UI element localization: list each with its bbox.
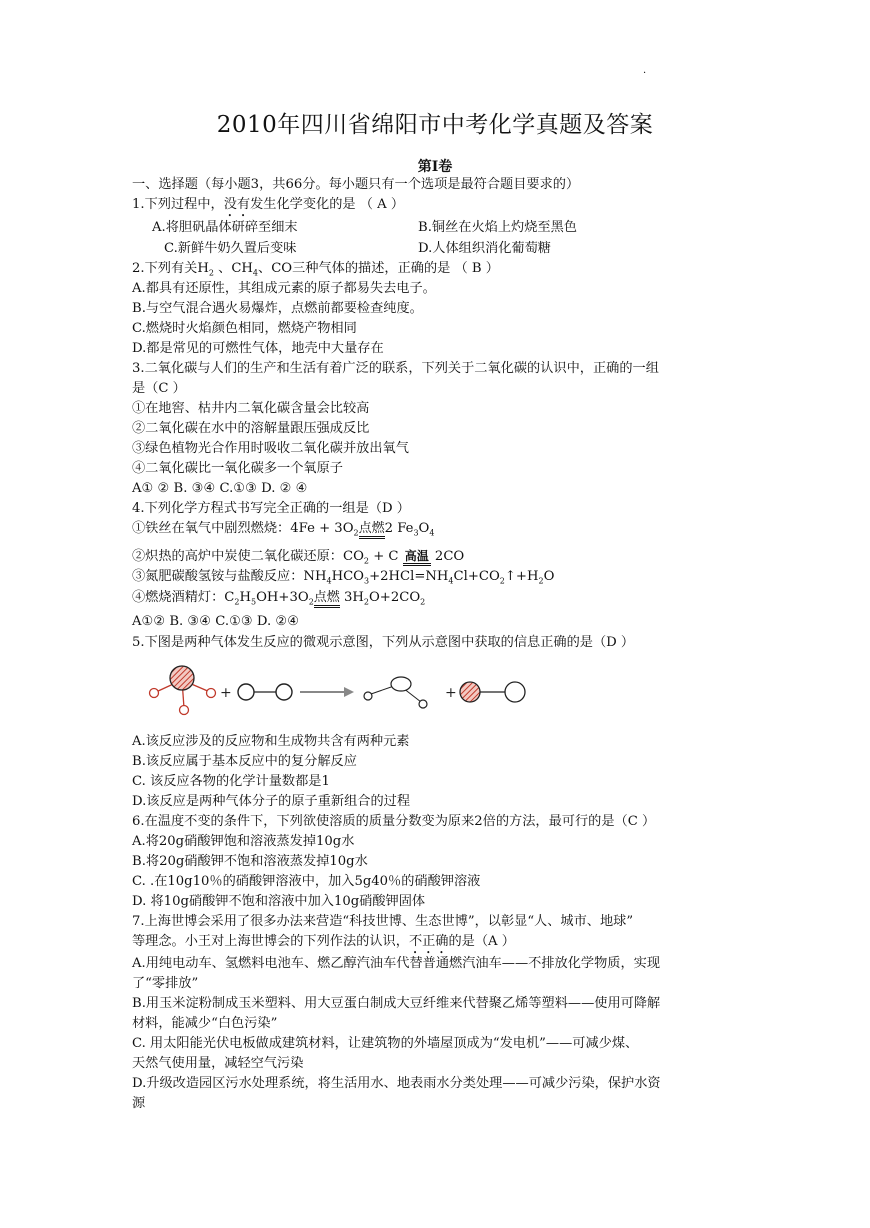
question-1-stem: 1.下列过程中，没有发生化学变化的是 （ A ） (132, 197, 405, 212)
plus-sign: + (445, 685, 457, 701)
q7-option-b-line1: B.用玉米淀粉制成玉米塑料、用大豆蛋白制成大豆纤维来代替聚乙烯等塑料——使用可降解 (132, 996, 661, 1011)
q5-option-b: B.该反应属于基本反应中的复分解反应 (132, 754, 357, 769)
reaction-arrow (300, 687, 354, 697)
question-4-stem: 4.下列化学方程式书写完全正确的一组是（D ） (132, 501, 410, 516)
q3-statement-4: ④二氧化碳比一氧化碳多一个氧原子 (132, 461, 343, 476)
q4-equation-2: ②炽热的高炉中炭使二氧化碳还原：$CO_2 + C$ 高温 2CO (132, 549, 465, 566)
q6-option-c: C. .在10g10％的硝酸钾溶液中，加入5g40％的硝酸钾溶液 (132, 874, 481, 889)
q7-option-a-line1: A.用纯电动车、氢燃料电池车、燃乙醇汽油车代替普通燃汽油车——不排放化学物质，实现 (132, 956, 661, 971)
q1-option-a: A.将胆矾晶体研碎至细末 (152, 220, 298, 235)
q6-option-d: D. 将10g硝酸钾不饱和溶液中加入10g硝酸钾固体 (132, 894, 426, 909)
q1-option-d: D.人体组织消化葡萄糖 (418, 241, 551, 256)
q7-option-c-line2: 天然气使用量，减轻空气污染 (132, 1056, 304, 1071)
q4-equation-1: ①铁丝在氧气中剧烈燃烧：$4Fe + 3O_2$点燃2 $Fe_3O_4$ (132, 521, 435, 538)
q1-option-b: B.铜丝在火焰上灼烧至黑色 (418, 220, 577, 235)
q2-option-c: C.燃烧时火焰颜色相同，燃烧产物相同 (132, 321, 357, 336)
volume-heading: 第Ⅰ卷 (417, 159, 453, 175)
q3-options: A① ② B. ③④ C.①③ D. ② ④ (132, 481, 308, 496)
q2-option-a: A.都具有还原性，其组成元素的原子都易失去电子。 (132, 281, 436, 296)
q5-option-c: C. 该反应各物的化学计量数都是1 (132, 774, 330, 789)
q2-option-b: B.与空气混合遇火易爆炸，点燃前都要检查纯度。 (132, 301, 423, 316)
q6-option-a: A.将20g硝酸钾饱和溶液蒸发掉10g水 (132, 834, 355, 849)
product-molecule-2 (460, 682, 525, 702)
q3-statement-3: ③绿色植物光合作用时吸收二氧化碳并放出氧气 (132, 441, 409, 456)
page-title: 2010年四川省绵阳市中考化学真题及答案 (216, 112, 654, 138)
q7-option-a-line2: 了“零排放” (132, 976, 199, 991)
question-7-stem-line2: 等理念。小王对上海世博会的下列作法的认识，不正确的是（A ） (132, 934, 515, 949)
question-7-stem-line1: 7.上海世博会采用了很多办法来营造“科技世博、生态世博”，以彰显“人、城市、地球” (132, 914, 634, 929)
question-3-stem-line1: 3.二氧化碳与人们的生产和生活有着广泛的联系，下列关于二氧化碳的认识中，正确的一组 (132, 361, 659, 376)
q7-option-d-line1: D.升级改造园区污水处理系统，将生活用水、地表雨水分类处理——可减少污染，保护水资 (132, 1076, 661, 1091)
reactant-molecule-2 (238, 684, 292, 700)
q3-statement-2: ②二氧化碳在水中的溶解量跟压强成反比 (132, 421, 370, 436)
corner-mark: · (643, 68, 647, 79)
q1-option-c: C.新鲜牛奶久置后变味 (164, 241, 297, 256)
q7-option-c-line1: C. 用太阳能光伏电板做成建筑材料，让建筑物的外墙屋顶成为“发电机”——可减少煤、 (132, 1036, 639, 1051)
question-3-stem-line2: 是（C ） (132, 381, 186, 396)
q7-option-d-line2: 源 (132, 1096, 146, 1111)
reactant-molecule-1 (150, 666, 216, 715)
q4-equation-3: ③氮肥碳酸氢铵与盐酸反应：$NH_4HCO_3+2HCl=NH_4Cl+CO_2↑+H_2O$ (132, 569, 555, 586)
q4-options: A①② B. ③④ C.①③ D. ②④ (132, 614, 300, 629)
plus-sign: + (220, 685, 232, 701)
q7-option-b-line2: 材料，能减少“白色污染” (132, 1016, 278, 1031)
question-6-stem: 6.在温度不变的条件下，下列欲使溶质的质量分数变为原来2倍的方法，最可行的是（C ） (132, 814, 656, 829)
question-2-stem: 2.下列有关$H_2$ 、$CH_4$、CO三种气体的描述，正确的是 （ B ） (132, 261, 499, 278)
q5-option-a: A.该反应涉及的反应物和生成物共含有两种元素 (132, 734, 410, 749)
q5-option-d: D.该反应是两种气体分子的原子重新组合的过程 (132, 794, 411, 809)
q6-option-b: B.将20g硝酸钾不饱和溶液蒸发掉10g水 (132, 854, 368, 869)
q3-statement-1: ①在地窖、枯井内二氧化碳含量会比较高 (132, 401, 370, 416)
section-heading: 一、选择题（每小题3，共66分。每小题只有一个选项是最符合题目要求的） (132, 177, 580, 192)
product-molecule-1 (364, 677, 427, 708)
q2-option-d: D.都是常见的可燃性气体，地壳中大量存在 (132, 341, 384, 356)
question-5-stem: 5.下图是两种气体发生反应的微观示意图，下列从示意图中获取的信息正确的是（D ） (132, 635, 635, 650)
q4-equation-4: ④燃烧酒精灯：$C_2H_5OH+3O_2$点燃 $3H_2O+2CO_2$ (132, 590, 426, 607)
reaction-diagram (140, 658, 532, 718)
